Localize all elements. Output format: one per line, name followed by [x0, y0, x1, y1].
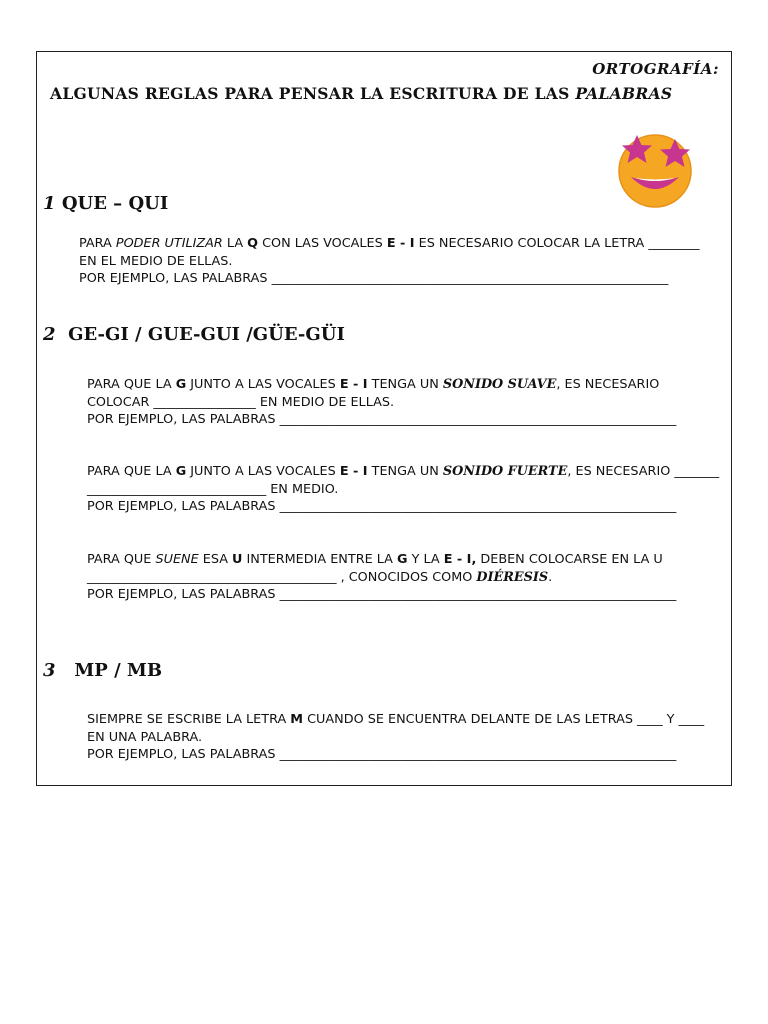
section-2-heading — [43, 324, 345, 345]
text-span: CUANDO SE ENCUENTRA DELANTE DE LAS LETRAS ____ Y ____ — [303, 712, 705, 727]
bold-text: G — [175, 377, 187, 392]
text-span: Y LA — [407, 552, 444, 567]
section-1-heading — [43, 193, 168, 214]
star-struck-emoji-icon — [615, 125, 699, 209]
text-span: PARA QUE LA — [87, 464, 176, 479]
paragraph-line — [87, 463, 719, 481]
example-line: POR EJEMPLO, LAS PALABRAS ______________________________________________________________ — [79, 271, 669, 286]
text-span: CON LAS VOCALES — [258, 236, 387, 251]
text-span: INTERMEDIA ENTRE LA — [242, 552, 397, 567]
example-line: POR EJEMPLO, LAS PALABRAS ______________________________________________________________ — [87, 587, 677, 602]
paragraph-line: COLOCAR ________________ EN MEDIO DE ELLAS. — [87, 394, 395, 410]
paragraph-line — [79, 235, 700, 253]
bold-text: E - I, — [443, 552, 477, 567]
section-3-heading — [43, 660, 162, 681]
bold-text: M — [290, 712, 304, 727]
italic-bold-text: SONIDO FUERTE — [442, 464, 568, 479]
paragraph-line — [87, 376, 676, 394]
bold-text: G — [175, 464, 187, 479]
paragraph-line: ____________________________ EN MEDIO. — [87, 481, 339, 497]
section-3-paragraph — [87, 711, 704, 764]
section-1-number: 1 — [43, 193, 56, 214]
section-2-number: 2 — [43, 324, 56, 345]
text-span: _______________________________________ , CONOCIDOS COMO — [87, 569, 477, 585]
text-span: JUNTO A LAS VOCALES — [186, 464, 340, 479]
subtitle-prefix: ALGUNAS REGLAS PARA PENSAR LA ESCRITURA DE LAS — [50, 84, 570, 103]
text-span: PARA QUE — [87, 552, 156, 567]
paragraph-line — [87, 551, 676, 569]
italic-bold-text: DIÉRESIS — [476, 569, 549, 585]
text-span: PARA — [79, 236, 116, 251]
paragraph-line — [87, 711, 704, 729]
paragraph-line: EN EL MEDIO DE ELLAS. — [79, 253, 233, 269]
section-3-number: 3 — [43, 660, 56, 681]
paragraph-line: EN UNA PALABRA. — [87, 729, 203, 745]
worksheet-frame — [36, 51, 732, 786]
bold-text: G — [397, 552, 408, 567]
text-span: SIEMPRE SE ESCRIBE LA LETRA — [87, 712, 291, 727]
text-span: LA — [222, 236, 248, 251]
example-line: POR EJEMPLO, LAS PALABRAS ______________________________________________________________ — [87, 412, 677, 427]
worksheet-subtitle — [50, 84, 672, 103]
paragraph-line — [87, 569, 676, 587]
bold-text: E - I — [386, 236, 415, 251]
section-2-paragraph-2 — [87, 463, 719, 516]
text-span: JUNTO A LAS VOCALES — [186, 377, 340, 392]
text-span: TENGA UN — [367, 464, 443, 479]
example-line: POR EJEMPLO, LAS PALABRAS ______________________________________________________________ — [87, 747, 677, 762]
example-line: POR EJEMPLO, LAS PALABRAS ______________________________________________________________ — [87, 499, 677, 514]
section-2-paragraph-1 — [87, 376, 676, 429]
subtitle-italic: PALABRAS — [575, 84, 673, 103]
bold-text: U — [232, 552, 243, 567]
section-1-title: QUE – QUI — [61, 193, 169, 214]
text-span: DEBEN COLOCARSE EN LA U — [476, 552, 663, 567]
section-2-paragraph-3 — [87, 551, 676, 604]
text-span: ESA — [198, 552, 233, 567]
bold-text: Q — [247, 236, 259, 251]
bold-text: E - I — [339, 464, 368, 479]
italic-bold-text: SONIDO SUAVE — [442, 377, 557, 392]
bold-text: E - I — [339, 377, 368, 392]
italic-text: SUENE — [155, 552, 199, 567]
worksheet-title: ORTOGRAFÍA: — [592, 60, 719, 78]
text-span: , ES NECESARIO — [556, 377, 660, 392]
section-3-title: MP / MB — [74, 660, 163, 681]
text-span: . — [548, 569, 553, 585]
italic-text: PODER UTILIZAR — [115, 236, 223, 251]
text-span: ES NECESARIO COLOCAR LA LETRA ________ — [414, 236, 700, 251]
text-span: TENGA UN — [367, 377, 443, 392]
text-span: , ES NECESARIO _______ — [567, 464, 720, 479]
text-span: PARA QUE LA — [87, 377, 176, 392]
section-1-paragraph — [79, 235, 700, 288]
section-2-title: GE-GI / GUE-GUI /GÜE-GÜI — [68, 324, 345, 345]
